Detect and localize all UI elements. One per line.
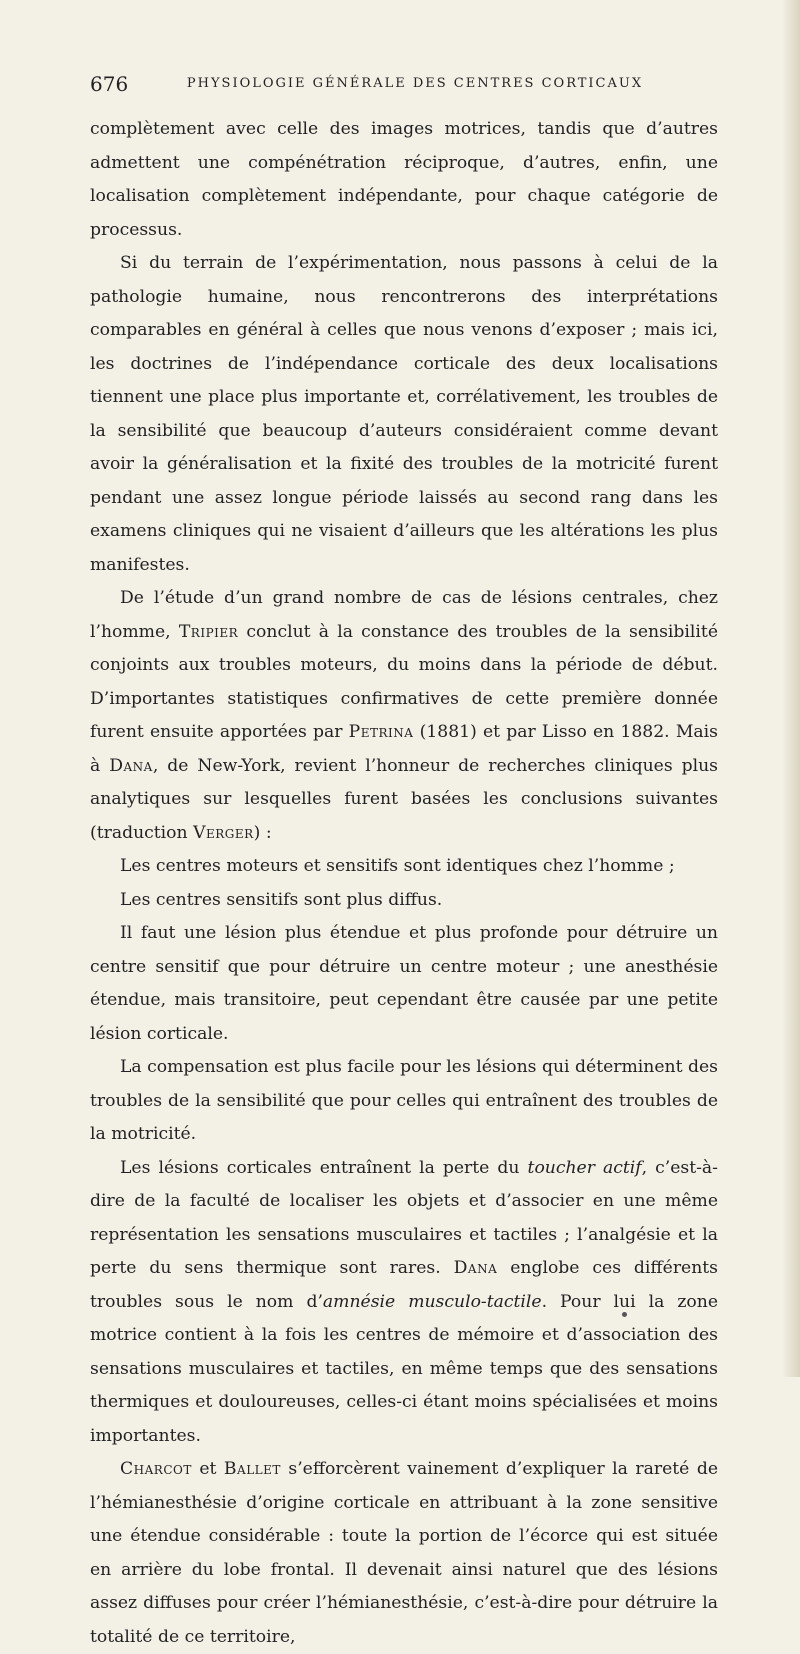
italic-term: amnésie musculo-tactile [322,1291,542,1312]
paragraph [90,1453,718,1654]
paragraph [90,917,718,1051]
author-name: Tripier [178,621,239,642]
author-name: Verger [193,822,254,843]
body-text [90,113,718,1654]
author-name: Petrina [348,722,414,742]
text-run: De l’étude d’un grand nombre de cas de lésions centrales, chez l’homme, [90,588,718,642]
text-run: englobe ces différents troubles sous le nom d’ [90,1258,718,1312]
text-run: , de New-York, revient l’honneur de recherches cliniques plus analytiques sur lesquelles furent basées les conclusions suivantes (traduction [90,755,718,843]
author-name: Charcot [120,1459,192,1479]
paragraph [90,1152,718,1454]
page-number: 676 [90,72,129,96]
text-run: Il faut une lésion plus étendue et plus profonde pour détruire un centre sensitif que pour détruire un centre moteur ; une anesthésie étendue, mais transitoire, peut cependant être causée par une petite lésion corticale. [90,923,718,1044]
text-run: complètement avec celle des images motrices, tandis que d’autres admettent une compénétration réciproque, d’autres, enfin, une localisation complètement indépendante, pour chaque catégorie de processus. [90,119,718,240]
text-run: (1881) et par Lisso en 1882. Mais à [90,722,718,776]
paragraph [90,1051,718,1152]
italic-term: toucher actif [527,1157,642,1178]
author-name: Dana [453,1258,498,1278]
paragraph [90,247,718,582]
page-edge-shadow [782,0,800,1377]
text-run: , c’est-à-dire de la faculté de localiser les objets et d’associer en une même représentation les sensations musculaires et tactiles ; l’analgésie et la perte du sens thermique sont rares. [90,1157,718,1278]
running-head: PHYSIOLOGIE GÉNÉRALE DES CENTRES CORTICAUX [186,76,644,91]
text-run: s’efforcèrent vainement d’expliquer la rareté de l’hémianesthésie d’origine corticale en attribuant à la zone sensitive une étendue considérable : toute la portion de l’écorce qui est située en arrière du lobe frontal. Il devenait ainsi naturel que des lésions assez diffuses pour créer l’hémianesthésie, c’est-à-dire pour détruire la totalité de ce territoire, [90,1459,718,1647]
author-name: Dana [109,755,153,776]
author-name: Ballet [223,1459,281,1479]
text-run: Les centres moteurs et sensitifs sont identiques chez l’homme ; [120,856,675,876]
text-run: La compensation est plus facile pour les lésions qui déterminent des troubles de la sensibilité que pour celles qui entraînent des troubles de la motricité. [90,1057,718,1144]
text-run: Les centres sensitifs sont plus diffus. [120,889,443,910]
paragraph [90,113,718,247]
page-header [90,72,710,96]
text-run: Si du terrain de l’expérimentation, nous passons à celui de la pathologie humaine, nous rencontrerons des interprétations comparables en général à celles que nous venons d’exposer ; mais ici, les doctrines de l’indépendance corticale des deux localisations tiennent une place plus importante et, corrélativement, les troubles de la sensibilité que beaucoup d’auteurs considéraient comme devant avoir la généralisation et la fixité des troubles de la motricité furent pendant une assez longue période laissés au second rang dans les examens cliniques qui ne visaient d’ailleurs que les altérations les plus manifestes. [90,253,718,575]
paragraph [90,582,718,850]
text-run: Les lésions corticales entraînent la perte du [120,1157,528,1178]
text-run: conclut à la constance des troubles de la sensibilité conjoints aux troubles moteurs, du moins dans la période de début. D’importantes statistiques confirmatives de cette première donnée furent ensuite apportées par [90,621,718,742]
paragraph [90,884,718,918]
text-run: . Pour lui la zone motrice contient à la fois les centres de mémoire et d’association des sensations musculaires et tactiles, en même temps que des sensations thermiques et douloureuses, celles-ci étant moins spécialisées et moins importantes. [90,1291,718,1446]
ink-speck [622,1312,627,1317]
text-run: ) : [253,822,272,843]
paragraph [90,850,718,884]
text-run: et [191,1459,224,1479]
